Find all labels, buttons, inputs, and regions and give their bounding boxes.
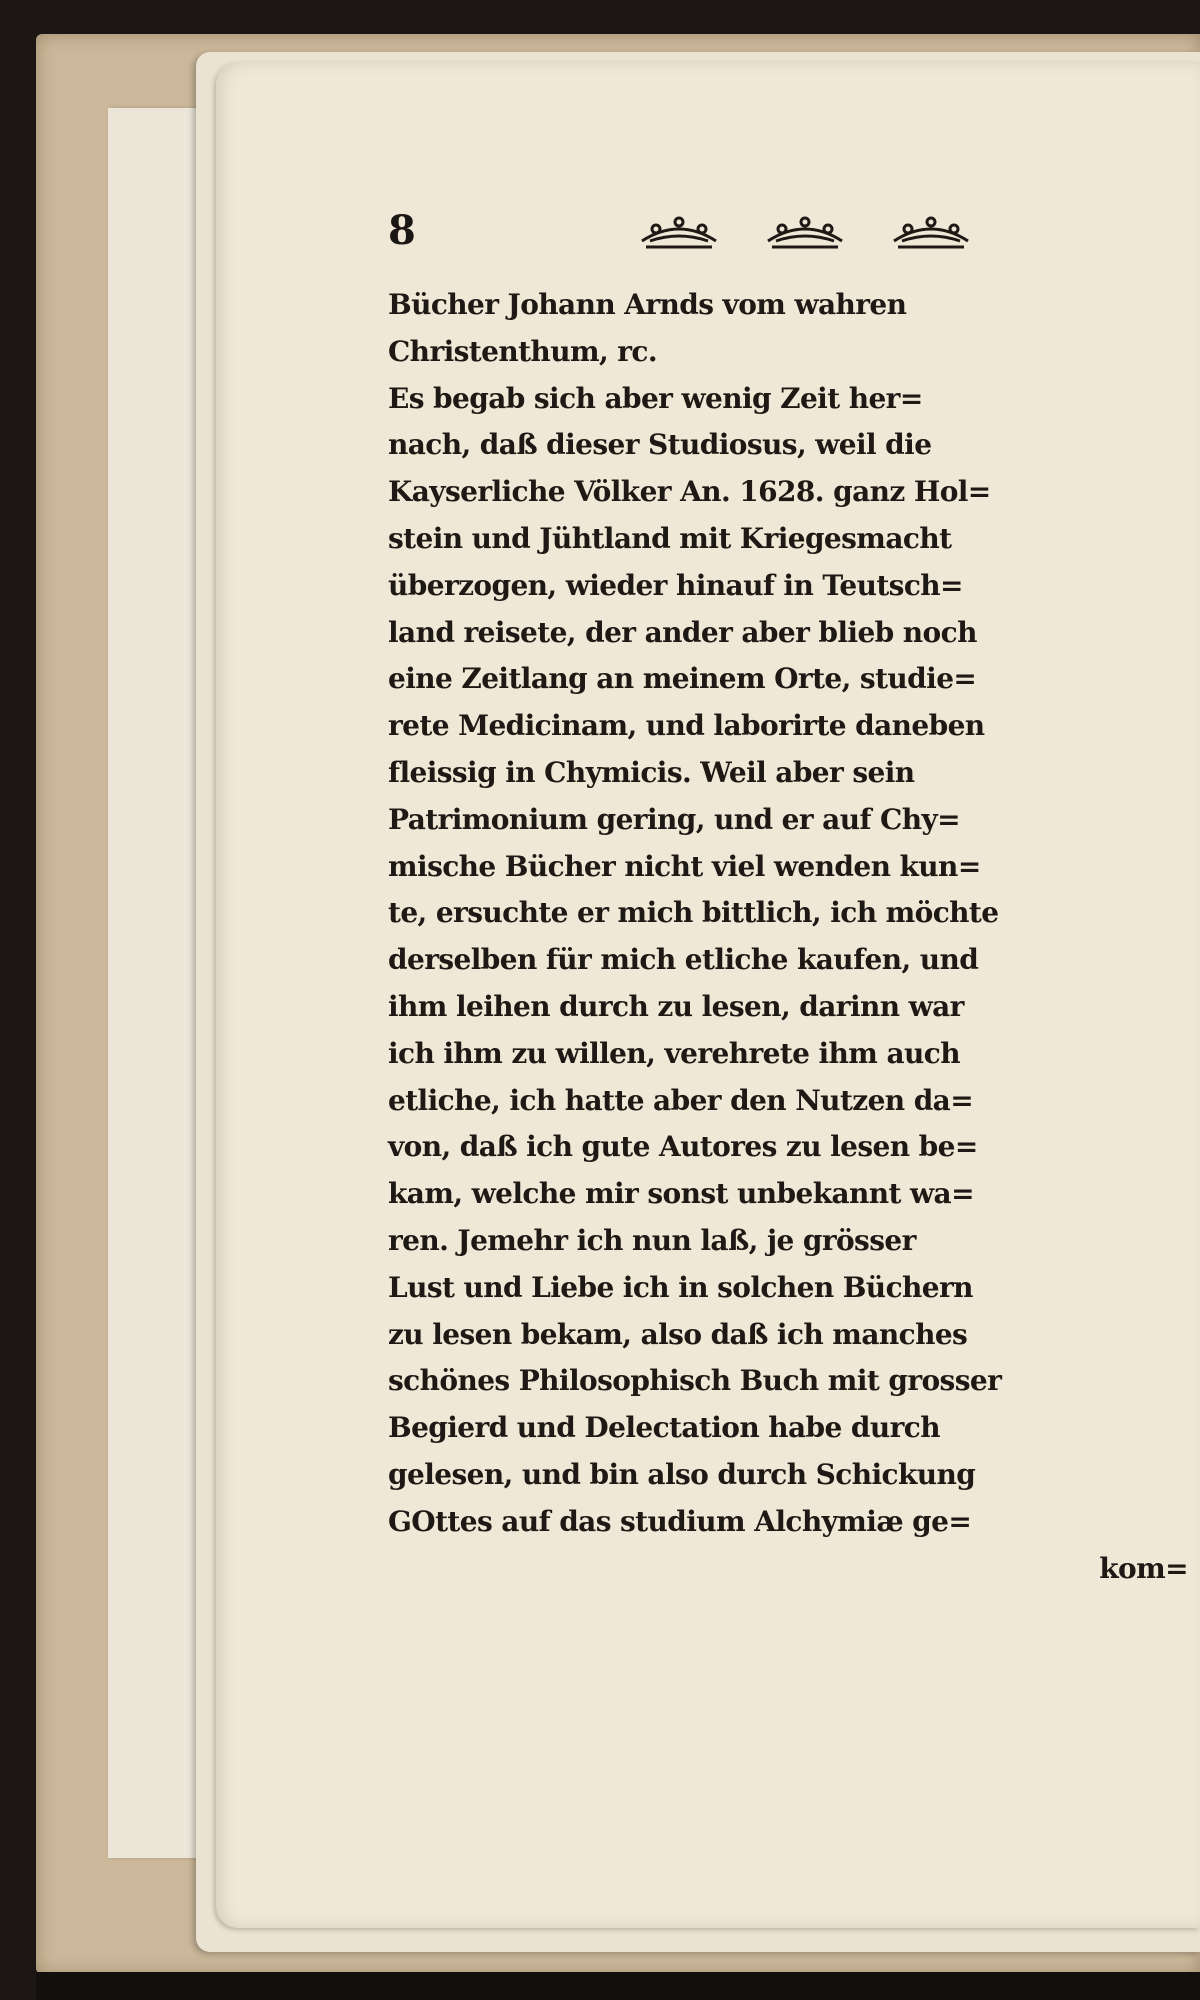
- crown-ornament-icon: [888, 211, 974, 255]
- text-line: Begierd und Delectation habe durch: [388, 1411, 940, 1445]
- text-line: Kayserliche Völker An. 1628. ganz Hol=: [388, 475, 991, 509]
- crown-ornament-icon: [762, 211, 848, 255]
- text-line: etliche, ich hatte aber den Nutzen da=: [388, 1083, 974, 1117]
- text-line: rete Medicinam, und laborirte daneben: [388, 709, 985, 743]
- body-text: [388, 282, 1188, 1592]
- text-line: zu lesen bekam, also daß ich manches: [388, 1317, 968, 1351]
- text-line: Es begab sich aber wenig Zeit her=: [388, 381, 923, 415]
- text-line: von, daß ich gute Autores zu lesen be=: [388, 1130, 978, 1164]
- page-number: 8: [388, 207, 416, 254]
- text-line: GOttes auf das studium Alchymiæ ge=: [388, 1504, 972, 1538]
- text-line: ihm leihen durch zu lesen, darinn war: [388, 989, 964, 1023]
- text-line: te, ersuchte er mich bittlich, ich möchte: [388, 896, 999, 930]
- endpaper: [108, 108, 198, 1858]
- table-shadow: [36, 1972, 1200, 2000]
- text-line: stein und Jühtland mit Kriegesmacht: [388, 521, 952, 555]
- text-line: derselben für mich etliche kaufen, und: [388, 943, 979, 977]
- text-line: überzogen, wieder hinauf in Teutsch=: [388, 568, 963, 602]
- text-line: eine Zeitlang an meinem Orte, studie=: [388, 662, 977, 696]
- text-line: Christenthum, rc.: [388, 334, 658, 368]
- catchword: kom=: [1099, 1551, 1188, 1585]
- text-line: Bücher Johann Arnds vom wahren: [388, 288, 907, 321]
- text-line: ich ihm zu willen, verehrete ihm auch: [388, 1036, 960, 1070]
- text-line: land reisete, der ander aber blieb noch: [388, 615, 977, 649]
- text-line: mische Bücher nicht viel wenden kun=: [388, 849, 981, 883]
- text-line: Lust und Liebe ich in solchen Büchern: [388, 1270, 973, 1304]
- crown-ornament-icon: [636, 211, 722, 255]
- text-line: ren. Jemehr ich nun laß, je grösser: [388, 1223, 916, 1257]
- text-line: nach, daß dieser Studiosus, weil die: [388, 428, 932, 462]
- text-line: kam, welche mir sonst unbekannt wa=: [388, 1177, 974, 1211]
- text-line: gelesen, und bin also durch Schickung: [388, 1457, 976, 1491]
- text-line: fleissig in Chymicis. Weil aber sein: [388, 755, 915, 789]
- text-line: schönes Philosophisch Buch mit grosser: [388, 1364, 1002, 1398]
- text-line: Patrimonium gering, und er auf Chy=: [388, 802, 961, 836]
- page-header: [388, 207, 1188, 277]
